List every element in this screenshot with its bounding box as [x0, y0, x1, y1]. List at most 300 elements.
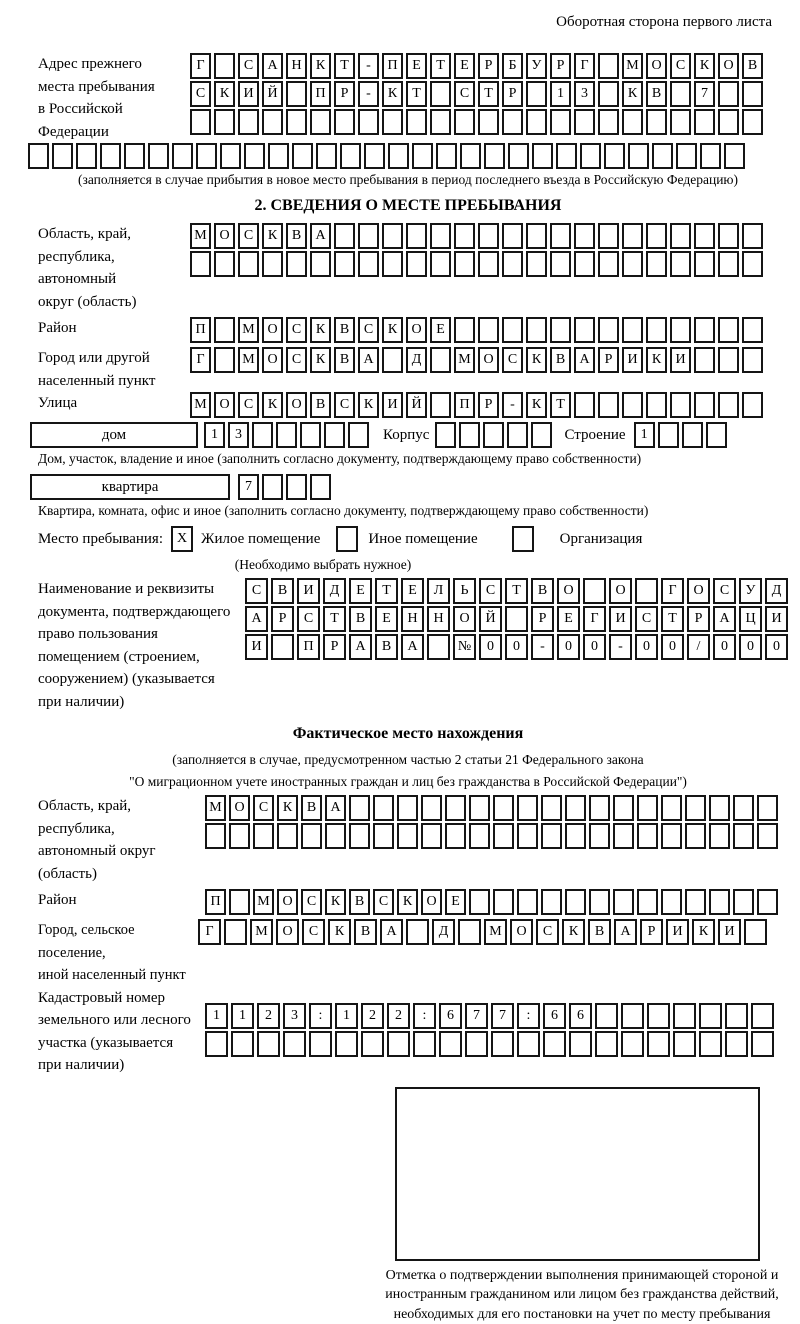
char-cell[interactable]	[646, 392, 667, 418]
char-cell[interactable]	[742, 251, 763, 277]
char-cell[interactable]: К	[382, 317, 403, 343]
char-cell[interactable]	[532, 143, 553, 169]
char-cell[interactable]: В	[349, 606, 372, 632]
char-cell[interactable]	[406, 109, 427, 135]
char-cell[interactable]	[262, 109, 283, 135]
char-cell[interactable]: М	[238, 347, 259, 373]
char-cell[interactable]: О	[609, 578, 632, 604]
char-cell[interactable]	[301, 823, 322, 849]
char-cell[interactable]: 0	[765, 634, 788, 660]
char-cell[interactable]	[517, 823, 538, 849]
char-cell[interactable]	[543, 1031, 566, 1057]
char-cell[interactable]: Р	[271, 606, 294, 632]
char-cell[interactable]: И	[718, 919, 741, 945]
char-cell[interactable]	[361, 1031, 384, 1057]
char-cell[interactable]: Р	[531, 606, 554, 632]
actual-region-row-1[interactable]	[205, 795, 788, 821]
char-cell[interactable]	[268, 143, 289, 169]
char-cell[interactable]: А	[574, 347, 595, 373]
stroenie-cells[interactable]	[634, 422, 727, 448]
char-cell[interactable]: 1	[634, 422, 655, 448]
stay-type-checkbox-residential[interactable]	[171, 526, 193, 552]
char-cell[interactable]	[502, 251, 523, 277]
char-cell[interactable]: -	[609, 634, 632, 660]
char-cell[interactable]: М	[190, 392, 211, 418]
char-cell[interactable]: 7	[491, 1003, 514, 1029]
char-cell[interactable]	[725, 1031, 748, 1057]
char-cell[interactable]	[445, 795, 466, 821]
char-cell[interactable]	[460, 143, 481, 169]
char-cell[interactable]	[478, 109, 499, 135]
char-cell[interactable]	[412, 143, 433, 169]
char-cell[interactable]	[565, 889, 586, 915]
char-cell[interactable]	[349, 795, 370, 821]
char-cell[interactable]	[454, 109, 475, 135]
char-cell[interactable]: Г	[583, 606, 606, 632]
char-cell[interactable]: С	[536, 919, 559, 945]
char-cell[interactable]	[598, 109, 619, 135]
char-cell[interactable]	[580, 143, 601, 169]
char-cell[interactable]: К	[526, 347, 547, 373]
char-cell[interactable]	[421, 795, 442, 821]
char-cell[interactable]: С	[190, 81, 211, 107]
char-cell[interactable]	[694, 251, 715, 277]
char-cell[interactable]	[550, 251, 571, 277]
house-number-cells[interactable]	[204, 422, 369, 448]
char-cell[interactable]	[706, 422, 727, 448]
char-cell[interactable]: С	[238, 223, 259, 249]
char-cell[interactable]	[598, 251, 619, 277]
char-cell[interactable]	[718, 317, 739, 343]
char-cell[interactable]	[52, 143, 73, 169]
char-cell[interactable]	[430, 109, 451, 135]
char-cell[interactable]: У	[739, 578, 762, 604]
char-cell[interactable]: Р	[598, 347, 619, 373]
char-cell[interactable]	[505, 606, 528, 632]
char-cell[interactable]: К	[310, 347, 331, 373]
char-cell[interactable]: Е	[445, 889, 466, 915]
char-cell[interactable]	[382, 109, 403, 135]
char-cell[interactable]	[742, 81, 763, 107]
char-cell[interactable]	[589, 795, 610, 821]
char-cell[interactable]	[413, 1031, 436, 1057]
char-cell[interactable]: А	[310, 223, 331, 249]
char-cell[interactable]: 2	[387, 1003, 410, 1029]
char-cell[interactable]	[658, 422, 679, 448]
char-cell[interactable]: Р	[334, 81, 355, 107]
char-cell[interactable]	[507, 422, 528, 448]
char-cell[interactable]	[373, 795, 394, 821]
char-cell[interactable]: С	[713, 578, 736, 604]
char-cell[interactable]: Й	[479, 606, 502, 632]
char-cell[interactable]: 7	[465, 1003, 488, 1029]
char-cell[interactable]	[252, 422, 273, 448]
char-cell[interactable]	[699, 1031, 722, 1057]
char-cell[interactable]: К	[622, 81, 643, 107]
char-cell[interactable]: 0	[479, 634, 502, 660]
char-cell[interactable]	[622, 392, 643, 418]
actual-region-row-2[interactable]	[205, 823, 788, 849]
char-cell[interactable]	[124, 143, 145, 169]
house-type-box[interactable]: дом	[30, 422, 198, 448]
actual-district-row[interactable]	[205, 889, 778, 915]
char-cell[interactable]: №	[453, 634, 476, 660]
char-cell[interactable]	[238, 251, 259, 277]
char-cell[interactable]	[742, 317, 763, 343]
char-cell[interactable]: В	[646, 81, 667, 107]
char-cell[interactable]: О	[262, 347, 283, 373]
char-cell[interactable]	[652, 143, 673, 169]
char-cell[interactable]	[598, 223, 619, 249]
char-cell[interactable]: У	[526, 53, 547, 79]
char-cell[interactable]	[646, 223, 667, 249]
char-cell[interactable]	[148, 143, 169, 169]
char-cell[interactable]	[733, 889, 754, 915]
char-cell[interactable]	[512, 526, 534, 552]
prev-address-row-3[interactable]	[190, 109, 788, 135]
char-cell[interactable]: В	[334, 347, 355, 373]
char-cell[interactable]	[214, 251, 235, 277]
city-row[interactable]	[190, 347, 763, 373]
char-cell[interactable]	[469, 823, 490, 849]
char-cell[interactable]	[604, 143, 625, 169]
char-cell[interactable]	[757, 823, 778, 849]
char-cell[interactable]	[271, 634, 294, 660]
char-cell[interactable]: О	[718, 53, 739, 79]
char-cell[interactable]: Е	[375, 606, 398, 632]
char-cell[interactable]	[517, 889, 538, 915]
char-cell[interactable]	[517, 795, 538, 821]
char-cell[interactable]	[502, 109, 523, 135]
char-cell[interactable]	[744, 919, 767, 945]
char-cell[interactable]	[531, 422, 552, 448]
char-cell[interactable]	[382, 251, 403, 277]
char-cell[interactable]: К	[325, 889, 346, 915]
char-cell[interactable]	[335, 1031, 358, 1057]
char-cell[interactable]	[526, 223, 547, 249]
char-cell[interactable]: Е	[454, 53, 475, 79]
char-cell[interactable]	[435, 422, 456, 448]
char-cell[interactable]: Е	[406, 53, 427, 79]
char-cell[interactable]: Ь	[453, 578, 476, 604]
char-cell[interactable]	[718, 81, 739, 107]
char-cell[interactable]: С	[286, 347, 307, 373]
char-cell[interactable]	[646, 317, 667, 343]
char-cell[interactable]: Е	[557, 606, 580, 632]
char-cell[interactable]	[292, 143, 313, 169]
char-cell[interactable]	[541, 795, 562, 821]
char-cell[interactable]: Т	[550, 392, 571, 418]
document-row-2[interactable]	[245, 606, 788, 632]
char-cell[interactable]	[364, 143, 385, 169]
char-cell[interactable]: Е	[349, 578, 372, 604]
char-cell[interactable]	[742, 347, 763, 373]
char-cell[interactable]	[550, 109, 571, 135]
char-cell[interactable]	[574, 223, 595, 249]
char-cell[interactable]	[622, 223, 643, 249]
char-cell[interactable]: Б	[502, 53, 523, 79]
char-cell[interactable]	[637, 823, 658, 849]
char-cell[interactable]: Л	[427, 578, 450, 604]
char-cell[interactable]: К	[692, 919, 715, 945]
char-cell[interactable]	[100, 143, 121, 169]
char-cell[interactable]: К	[358, 392, 379, 418]
char-cell[interactable]	[550, 223, 571, 249]
char-cell[interactable]: О	[557, 578, 580, 604]
char-cell[interactable]: Т	[375, 578, 398, 604]
char-cell[interactable]: К	[526, 392, 547, 418]
prev-address-row-4[interactable]	[28, 143, 788, 169]
char-cell[interactable]: 0	[557, 634, 580, 660]
char-cell[interactable]	[430, 81, 451, 107]
char-cell[interactable]	[430, 392, 451, 418]
char-cell[interactable]: В	[349, 889, 370, 915]
char-cell[interactable]	[310, 109, 331, 135]
char-cell[interactable]	[286, 474, 307, 500]
char-cell[interactable]	[751, 1003, 774, 1029]
char-cell[interactable]	[310, 251, 331, 277]
char-cell[interactable]: -	[502, 392, 523, 418]
char-cell[interactable]: С	[286, 317, 307, 343]
char-cell[interactable]: 6	[569, 1003, 592, 1029]
char-cell[interactable]: -	[358, 81, 379, 107]
char-cell[interactable]	[493, 889, 514, 915]
char-cell[interactable]	[358, 223, 379, 249]
char-cell[interactable]	[646, 251, 667, 277]
char-cell[interactable]: 0	[583, 634, 606, 660]
char-cell[interactable]: 0	[505, 634, 528, 660]
char-cell[interactable]	[565, 795, 586, 821]
char-cell[interactable]	[589, 823, 610, 849]
char-cell[interactable]	[334, 109, 355, 135]
char-cell[interactable]	[483, 422, 504, 448]
char-cell[interactable]	[550, 317, 571, 343]
char-cell[interactable]: С	[238, 392, 259, 418]
char-cell[interactable]: В	[742, 53, 763, 79]
char-cell[interactable]: О	[276, 919, 299, 945]
char-cell[interactable]: А	[713, 606, 736, 632]
char-cell[interactable]: О	[421, 889, 442, 915]
char-cell[interactable]	[382, 223, 403, 249]
char-cell[interactable]	[598, 53, 619, 79]
char-cell[interactable]	[670, 317, 691, 343]
char-cell[interactable]	[493, 795, 514, 821]
char-cell[interactable]	[565, 823, 586, 849]
char-cell[interactable]	[673, 1031, 696, 1057]
char-cell[interactable]	[676, 143, 697, 169]
char-cell[interactable]: О	[277, 889, 298, 915]
char-cell[interactable]	[733, 823, 754, 849]
char-cell[interactable]	[172, 143, 193, 169]
char-cell[interactable]	[670, 109, 691, 135]
char-cell[interactable]	[430, 223, 451, 249]
char-cell[interactable]	[454, 251, 475, 277]
char-cell[interactable]: С	[479, 578, 502, 604]
char-cell[interactable]: О	[262, 317, 283, 343]
char-cell[interactable]: 2	[361, 1003, 384, 1029]
char-cell[interactable]	[742, 392, 763, 418]
char-cell[interactable]: С	[253, 795, 274, 821]
char-cell[interactable]	[406, 251, 427, 277]
char-cell[interactable]	[334, 251, 355, 277]
char-cell[interactable]: С	[454, 81, 475, 107]
char-cell[interactable]: /	[687, 634, 710, 660]
char-cell[interactable]	[493, 823, 514, 849]
cadastral-row-2[interactable]	[205, 1031, 788, 1057]
char-cell[interactable]: 7	[238, 474, 259, 500]
char-cell[interactable]: К	[328, 919, 351, 945]
char-cell[interactable]: М	[454, 347, 475, 373]
char-cell[interactable]: Т	[478, 81, 499, 107]
actual-city-row[interactable]	[198, 919, 767, 945]
char-cell[interactable]	[694, 317, 715, 343]
char-cell[interactable]: О	[687, 578, 710, 604]
char-cell[interactable]: Й	[262, 81, 283, 107]
char-cell[interactable]	[478, 223, 499, 249]
char-cell[interactable]: М	[622, 53, 643, 79]
char-cell[interactable]	[229, 823, 250, 849]
char-cell[interactable]	[406, 919, 429, 945]
char-cell[interactable]: 1	[204, 422, 225, 448]
char-cell[interactable]: А	[614, 919, 637, 945]
char-cell[interactable]: Т	[406, 81, 427, 107]
prev-address-row-1[interactable]	[190, 53, 788, 79]
char-cell[interactable]	[286, 251, 307, 277]
char-cell[interactable]	[196, 143, 217, 169]
char-cell[interactable]	[613, 795, 634, 821]
char-cell[interactable]	[205, 823, 226, 849]
char-cell[interactable]: К	[646, 347, 667, 373]
char-cell[interactable]	[458, 919, 481, 945]
char-cell[interactable]: П	[310, 81, 331, 107]
char-cell[interactable]	[502, 317, 523, 343]
char-cell[interactable]: 0	[635, 634, 658, 660]
char-cell[interactable]	[724, 143, 745, 169]
char-cell[interactable]: С	[245, 578, 268, 604]
char-cell[interactable]: Д	[432, 919, 455, 945]
char-cell[interactable]: К	[262, 392, 283, 418]
char-cell[interactable]	[661, 795, 682, 821]
char-cell[interactable]: С	[502, 347, 523, 373]
char-cell[interactable]	[340, 143, 361, 169]
apartment-number-cells[interactable]	[238, 474, 331, 500]
char-cell[interactable]	[598, 317, 619, 343]
char-cell[interactable]	[454, 317, 475, 343]
char-cell[interactable]	[613, 823, 634, 849]
char-cell[interactable]: В	[375, 634, 398, 660]
char-cell[interactable]	[694, 392, 715, 418]
char-cell[interactable]: О	[646, 53, 667, 79]
char-cell[interactable]: А	[380, 919, 403, 945]
char-cell[interactable]: С	[301, 889, 322, 915]
char-cell[interactable]: К	[562, 919, 585, 945]
char-cell[interactable]: М	[484, 919, 507, 945]
char-cell[interactable]	[613, 889, 634, 915]
char-cell[interactable]	[670, 251, 691, 277]
char-cell[interactable]	[718, 347, 739, 373]
char-cell[interactable]: О	[478, 347, 499, 373]
char-cell[interactable]	[300, 422, 321, 448]
char-cell[interactable]: Т	[334, 53, 355, 79]
char-cell[interactable]: С	[635, 606, 658, 632]
char-cell[interactable]	[673, 1003, 696, 1029]
char-cell[interactable]: Д	[406, 347, 427, 373]
char-cell[interactable]	[621, 1031, 644, 1057]
char-cell[interactable]: С	[670, 53, 691, 79]
char-cell[interactable]: Г	[190, 53, 211, 79]
char-cell[interactable]	[569, 1031, 592, 1057]
char-cell[interactable]: 7	[694, 81, 715, 107]
char-cell[interactable]	[373, 823, 394, 849]
stay-type-checkbox-organization[interactable]	[512, 526, 534, 552]
char-cell[interactable]	[595, 1031, 618, 1057]
char-cell[interactable]: И	[666, 919, 689, 945]
char-cell[interactable]: И	[670, 347, 691, 373]
char-cell[interactable]	[231, 1031, 254, 1057]
char-cell[interactable]: Р	[478, 53, 499, 79]
char-cell[interactable]	[229, 889, 250, 915]
char-cell[interactable]	[334, 223, 355, 249]
char-cell[interactable]: С	[358, 317, 379, 343]
char-cell[interactable]	[709, 889, 730, 915]
char-cell[interactable]: Г	[574, 53, 595, 79]
char-cell[interactable]: О	[406, 317, 427, 343]
char-cell[interactable]: К	[310, 53, 331, 79]
char-cell[interactable]	[622, 251, 643, 277]
char-cell[interactable]: С	[238, 53, 259, 79]
char-cell[interactable]	[670, 223, 691, 249]
char-cell[interactable]	[397, 795, 418, 821]
char-cell[interactable]: 0	[661, 634, 684, 660]
char-cell[interactable]	[283, 1031, 306, 1057]
char-cell[interactable]: -	[531, 634, 554, 660]
char-cell[interactable]	[459, 422, 480, 448]
char-cell[interactable]	[670, 81, 691, 107]
char-cell[interactable]: 2	[257, 1003, 280, 1029]
char-cell[interactable]	[694, 109, 715, 135]
char-cell[interactable]: П	[190, 317, 211, 343]
char-cell[interactable]	[526, 317, 547, 343]
char-cell[interactable]: С	[334, 392, 355, 418]
char-cell[interactable]: К	[277, 795, 298, 821]
char-cell[interactable]: В	[354, 919, 377, 945]
char-cell[interactable]	[406, 223, 427, 249]
char-cell[interactable]: А	[401, 634, 424, 660]
char-cell[interactable]: А	[358, 347, 379, 373]
char-cell[interactable]: В	[271, 578, 294, 604]
char-cell[interactable]	[214, 53, 235, 79]
korpus-cells[interactable]	[435, 422, 552, 448]
char-cell[interactable]	[733, 795, 754, 821]
char-cell[interactable]	[214, 317, 235, 343]
char-cell[interactable]: К	[214, 81, 235, 107]
char-cell[interactable]: С	[373, 889, 394, 915]
char-cell[interactable]	[589, 889, 610, 915]
char-cell[interactable]	[574, 392, 595, 418]
document-row-1[interactable]	[245, 578, 788, 604]
char-cell[interactable]	[387, 1031, 410, 1057]
char-cell[interactable]: В	[301, 795, 322, 821]
char-cell[interactable]: Д	[765, 578, 788, 604]
char-cell[interactable]: В	[310, 392, 331, 418]
char-cell[interactable]: 6	[439, 1003, 462, 1029]
char-cell[interactable]	[556, 143, 577, 169]
char-cell[interactable]	[709, 823, 730, 849]
char-cell[interactable]	[661, 823, 682, 849]
char-cell[interactable]: О	[453, 606, 476, 632]
char-cell[interactable]	[637, 795, 658, 821]
char-cell[interactable]	[685, 889, 706, 915]
